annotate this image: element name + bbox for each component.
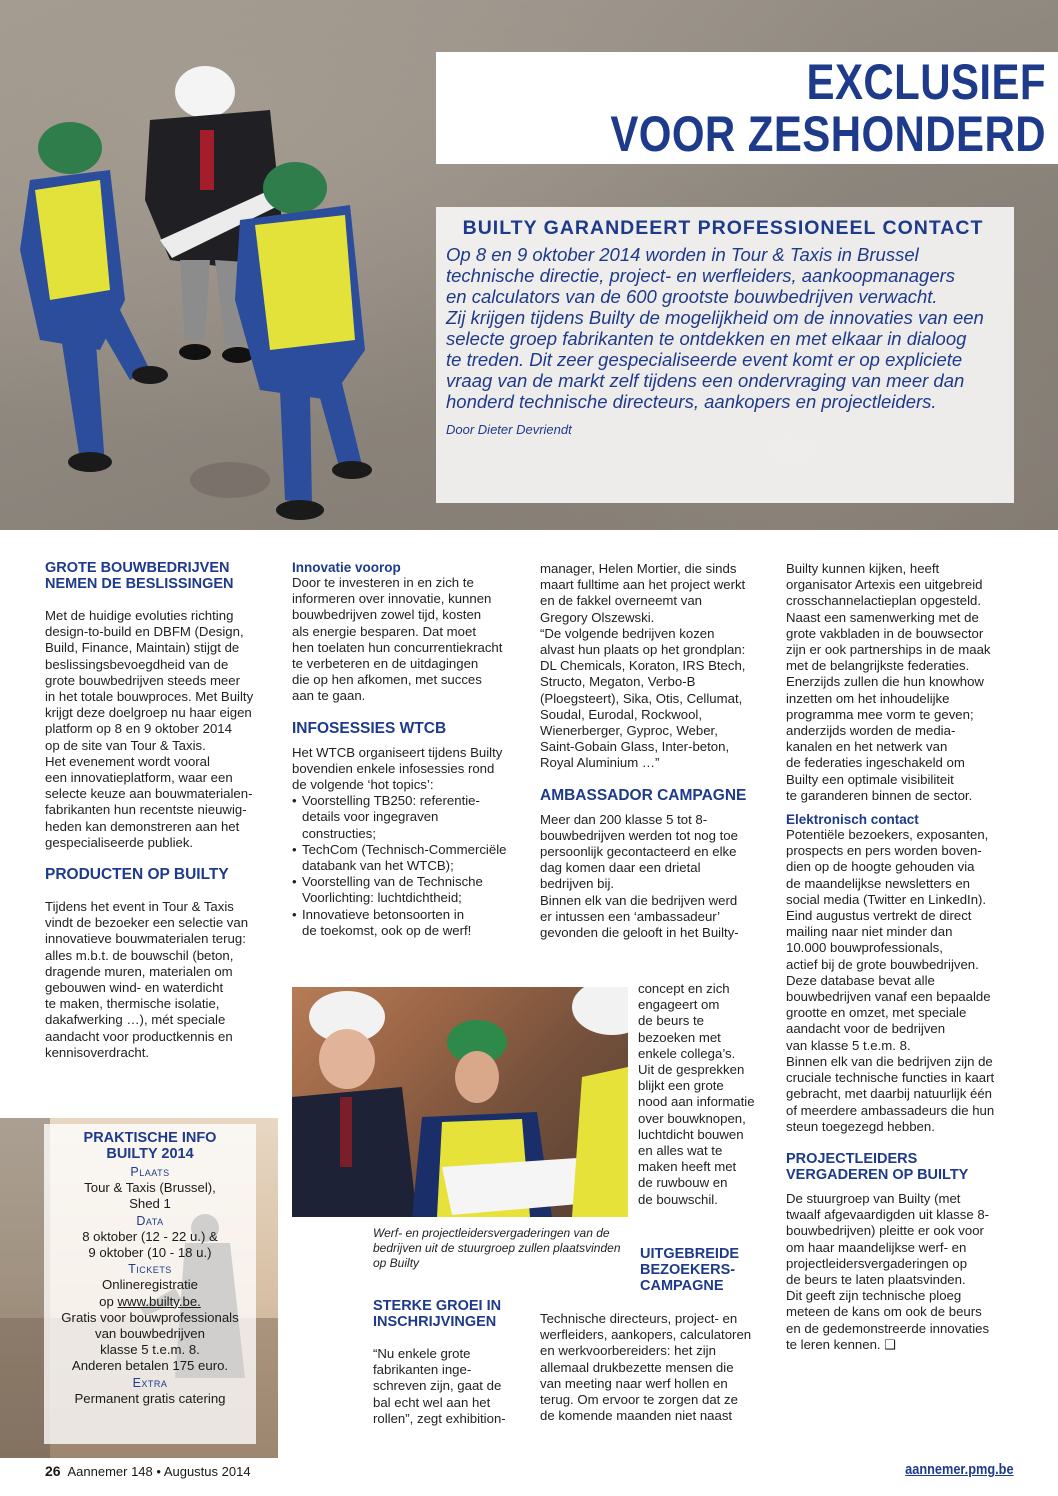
text-line: van klasse 5 t.e.m. 8. — [786, 1037, 911, 1053]
text-line: op de site van Tour & Taxis. — [45, 737, 206, 753]
heading-line: INSCHRIJVINGEN — [373, 1314, 497, 1330]
text-line: Structo, Megaton, Verbo-B — [540, 674, 696, 690]
text-line: hen toelaten hun concurrentiekracht — [292, 639, 503, 655]
text-line: Dit geeft zijn technische ploeg — [786, 1288, 962, 1304]
text-line: en de gedemonstreerde innovaties — [786, 1320, 990, 1336]
caption-line: bedrijven uit de stuurgroep zullen plaatsvinden — [373, 1241, 621, 1255]
text-line: dragende muren, materialen om — [45, 963, 233, 979]
end-mark-icon: ❑ — [884, 1336, 897, 1352]
text-line: Build, Finance, Maintain) stijgt de — [45, 640, 240, 656]
text-line: bouwbedrijven vanaf een bepaalde — [786, 989, 991, 1005]
text-line: beslissingsbevoegdheid van de — [45, 656, 229, 672]
info-title-line: BUILTY 2014 — [106, 1146, 194, 1162]
text-line: bouwbedrijven zowel tijd, kosten — [292, 607, 482, 623]
text-line: social media (Twitter en LinkedIn). — [786, 891, 987, 907]
heading-line: NEMEN DE BESLISSINGEN — [45, 576, 234, 592]
text-line: Het WTCB organiseert tijdens Builty — [292, 744, 503, 760]
text-line: organisator Artexis een uitgebreid — [786, 577, 983, 593]
issue-info: Aannemer 148 • Augustus 2014 — [67, 1464, 251, 1479]
heading-line: CAMPAGNE — [640, 1278, 724, 1294]
text-line: constructies; — [302, 825, 377, 841]
text-line: actief bij de grote bouwbedrijven. — [786, 956, 979, 972]
text-line: platform op 8 en 9 oktober 2014 — [45, 721, 232, 737]
text-line: kennisoverdracht. — [45, 1044, 150, 1060]
text-line: grote vakbladen in de bouwsector — [786, 625, 984, 641]
heading-line: STERKE GROEI IN — [373, 1298, 502, 1314]
info-line: Tour & Taxis (Brussel), — [84, 1180, 216, 1196]
text-line: grootte en omzet, met speciale — [786, 1005, 967, 1021]
text-line: gebracht, met daarbij natuurlijk één — [786, 1086, 992, 1102]
headline-line-2: VOOR ZESHONDERD — [610, 106, 1046, 162]
info-line — [44, 1294, 256, 1310]
text-line: de volgende ‘hot topics’: — [292, 777, 434, 793]
info-line-prefix: op — [99, 1293, 118, 1309]
text-line: werfleiders, aankopers, calculatoren — [540, 1327, 752, 1343]
text-line: Technische directeurs, project- en — [540, 1311, 738, 1326]
text-line: blijkt een grote — [638, 1078, 724, 1094]
text-line: gebouwen wind- en waterdicht — [45, 980, 224, 996]
caption-line: op Builty — [373, 1256, 420, 1270]
text-line: prospects en pers worden boven- — [786, 843, 982, 859]
text-line: allemaal drukbezette mensen die — [540, 1359, 734, 1375]
paragraph — [786, 827, 1016, 1135]
text-line: die op hen afkomen, met succes — [292, 672, 482, 688]
info-line: van bouwbedrijven — [95, 1326, 205, 1342]
info-line: Anderen betalen 175 euro. — [71, 1358, 229, 1374]
text-line: over bouwknopen, — [638, 1110, 746, 1126]
text-line: Binnen elk van die bedrijven werd — [540, 892, 738, 908]
text-line: te garanderen binnen de sector. — [786, 787, 973, 803]
text-line: om haar maandelijkse werf- en — [786, 1239, 967, 1255]
lead-line: Op 8 en 9 oktober 2014 worden in Tour & Taxis in Brussel — [446, 244, 919, 265]
info-label-plaats: Plaats — [130, 1165, 170, 1179]
text-line: Naast een samenwerking met de — [786, 609, 979, 625]
text-line: de toekomst, ook op de werf! — [302, 922, 472, 938]
list-item — [292, 907, 517, 939]
lead-line: te treden. Dit zeer gespecialiseerde event komt er op expliciete — [446, 349, 963, 370]
heading-innovatie: Innovatie voorop — [292, 560, 401, 575]
topics-list — [292, 793, 517, 939]
text-line: De stuurgroep van Builty (met — [786, 1190, 961, 1206]
lead-heading: BUILTY GARANDEERT PROFESSIONEEL CONTACT — [462, 217, 984, 239]
text-line: de maandelijkse newsletters en — [786, 875, 970, 891]
heading-grote-bouwbedrijven — [45, 560, 270, 592]
heading-elektronisch: Elektronisch contact — [786, 812, 919, 828]
text-line: terug. Om ervoor te zorgen dat ze — [540, 1392, 738, 1408]
text-line: Meer dan 200 klasse 5 tot 8- — [540, 811, 708, 827]
info-title — [44, 1130, 256, 1162]
lead-line: en calculators van de 600 grootste bouwbedrijven verwacht. — [446, 286, 938, 307]
heading-infosessies: INFOSESSIES WTCB — [292, 719, 447, 737]
text-line: de bouwschil. — [638, 1191, 718, 1207]
text-line: maken heeft met — [638, 1159, 737, 1175]
text-line: dakafwerking …), mét speciale — [45, 1012, 226, 1028]
text-line: krijgt deze doelgroep nu haar eigen — [45, 705, 252, 721]
heading-line: PROJECTLEIDERS — [786, 1150, 918, 1167]
heading-line: VERGADEREN OP BUILTY — [786, 1166, 969, 1183]
text-line: aandacht voor de bedrijven — [786, 1021, 946, 1037]
text-line: enkele collega’s. — [638, 1045, 736, 1061]
paragraph — [45, 899, 270, 1061]
text-line: 10.000 bouwprofessionals, — [786, 940, 943, 956]
text-line: kanalen en het netwerk van — [786, 739, 948, 755]
text-line: Builty kunnen kijken, heeft — [786, 561, 940, 576]
text-line: Royal Aluminium …” — [540, 755, 660, 771]
text-line: DL Chemicals, Koraton, IRS Btech, — [540, 658, 746, 674]
text-line: van meeting naar werf hollen en — [540, 1375, 728, 1391]
info-title-line: PRAKTISCHE INFO — [83, 1130, 217, 1146]
text-line: dag komen daar een drietal — [540, 860, 701, 876]
text-line: Enerzijds zullen die hun knowhow — [786, 674, 984, 690]
text-line: aandacht voor productkennis en — [45, 1028, 233, 1044]
text-line: • TechCom (Technisch-Commerciële — [302, 841, 507, 857]
info-line: klasse 5 t.e.m. 8. — [100, 1342, 200, 1358]
text-line: nood aan informatie — [638, 1094, 755, 1110]
meeting-photo — [292, 987, 628, 1217]
text-line: bezoeken met — [638, 1029, 721, 1045]
lead-line: Zij krijgen tijdens Builty de mogelijkheid om de innovaties van een — [446, 307, 984, 328]
text-line: persoonlijk gecontacteerd en elke — [540, 844, 737, 860]
text-line: een innovatieplatform, waar een — [45, 770, 233, 786]
info-label-extra: Extra — [132, 1375, 168, 1390]
text-line: Het evenement wordt vooral — [45, 753, 210, 769]
text-line: Gregory Olszewski. — [540, 609, 655, 625]
info-label-data: Data — [136, 1213, 164, 1228]
text-line: informeren over innovatie, kunnen — [292, 591, 492, 607]
text-line: gespecialiseerde publiek. — [45, 834, 194, 850]
text-line: programma mee vorm te geven; — [786, 706, 974, 722]
text-line — [786, 1337, 1016, 1353]
text-line: crosschannelactieplan opgesteld. — [786, 593, 982, 609]
text-line: projectleidersvergaderingen op — [786, 1255, 968, 1271]
text-line: te verbeteren en de uitdagingen — [292, 656, 479, 672]
text-line: • Innovatieve betonsoorten in — [302, 906, 465, 922]
text-line: • Voorstelling van de Technische — [302, 874, 483, 890]
text-line: de beurs te laten plaatsvinden. — [786, 1271, 966, 1287]
text-line: dien op de hoogte gehouden via — [786, 859, 975, 875]
text-line: in het totale bouwproces. Met Builty — [45, 689, 254, 705]
lead-line: selecte groep fabrikanten te ontdekken en met elkaar in dialoog — [446, 328, 967, 349]
text-line: en alles wat te — [638, 1143, 723, 1159]
text-line: Uit de gesprekken — [638, 1062, 745, 1078]
text-line: selecte keuze aan bouwmaterialen- — [45, 786, 253, 802]
column-2-bottom — [373, 1298, 523, 1427]
headline-line-1: EXCLUSIEF — [806, 54, 1046, 110]
text-line: “Nu enkele grote — [373, 1346, 471, 1361]
lead-line: vraag van de markt zelf tijdens een ondervraging van meer dan — [446, 370, 965, 391]
text-line: schreven zijn, gaat de — [373, 1378, 502, 1394]
text-line: Deze database bevat alle — [786, 972, 935, 988]
byline: Door Dieter Devriendt — [446, 422, 572, 437]
heading-line: BEZOEKERS- — [640, 1262, 736, 1278]
heading-ambassador: AMBASSADOR CAMPAGNE — [540, 786, 747, 804]
text-line: en de fakkel overneemt van — [540, 593, 703, 609]
paragraph — [292, 745, 517, 794]
text-line: Voorlichting: luchtdichtheid; — [302, 890, 462, 906]
caption-line: Werf- en projectleidersvergaderingen van de — [373, 1226, 610, 1240]
text-line: details voor ingegraven — [302, 809, 439, 825]
text-line: fabrikanten hun recentste nieuwig- — [45, 802, 247, 818]
column-3 — [540, 561, 770, 941]
heading-line: GROTE BOUWBEDRIJVEN — [45, 560, 230, 576]
text-line: (Ploegsteert), Sika, Otis, Cellumat, — [540, 690, 743, 706]
text-line: Met de huidige evoluties richting — [45, 608, 234, 623]
text-line: innovatieve bouwmaterialen terug: — [45, 931, 246, 947]
text-line: bouwbedrijven) pleitte er ook voor — [786, 1223, 984, 1239]
text-line: rollen”, zegt exhibition- — [373, 1410, 506, 1426]
info-line: Onlineregistratie — [101, 1277, 199, 1293]
heading-uitgebreide — [640, 1246, 770, 1294]
heading-sterke-groei — [373, 1298, 523, 1330]
text-line: en werkvoorbereiders: het zijn — [540, 1343, 716, 1359]
builty-website-link[interactable]: www.builty.be. — [117, 1293, 201, 1309]
footer-site-link[interactable]: aannemer.pmg.be — [905, 1461, 1014, 1478]
info-label-tickets: Tickets — [128, 1262, 172, 1277]
text-line: luchtdicht bouwen — [638, 1126, 744, 1142]
text-line: vindt de bezoeker een selectie van — [45, 915, 249, 931]
text-line-last: te leren kennen. — [786, 1336, 881, 1352]
info-line: Shed 1 — [129, 1196, 171, 1212]
footer-issue — [45, 1463, 251, 1479]
column-2 — [292, 560, 517, 939]
text-line: steun toegezegd hebben. — [786, 1118, 935, 1134]
text-line: Tijdens het event in Tour & Taxis — [45, 899, 234, 915]
text-line: gevonden die gelooft in het Builty- — [540, 925, 739, 941]
text-line: inzetten om het inhoudelijke — [786, 690, 950, 706]
info-line: Permanent gratis catering — [74, 1390, 226, 1406]
text-line: te maken, thermische isolatie, — [45, 996, 220, 1012]
text-line: anderzijds worden de media- — [786, 723, 956, 739]
text-line: als energie besparen. Dat moet — [292, 623, 477, 639]
text-line: • Voorstelling TB250: referentie- — [302, 793, 480, 809]
text-line: of meerdere ambassadeurs die hun — [786, 1102, 995, 1118]
lead-line: technische directie, project- en werfleiders, aankoopmanagers — [446, 265, 956, 286]
paragraph — [373, 1346, 523, 1427]
workers-meeting-photo — [292, 987, 628, 1217]
list-item — [292, 874, 517, 906]
headline-box — [436, 52, 1058, 164]
column-3-heading-uitgebreide — [640, 1246, 770, 1294]
heading-line: UITGEBREIDE — [640, 1246, 740, 1262]
text-line: zijn er ook partnerships in de maak — [786, 642, 991, 658]
text-line: meteen de kans om ook de beurs — [786, 1304, 982, 1320]
info-line: 9 oktober (10 - 18 u.) — [88, 1245, 212, 1261]
text-line: grote bouwbedrijven steeds meer — [45, 672, 240, 688]
column-3-narrow — [638, 981, 773, 1208]
info-line: 8 oktober (12 - 22 u.) & — [82, 1228, 218, 1244]
text-line: bovendien enkele infosessies rond — [292, 760, 495, 776]
text-line: Potentiële bezoekers, exposanten, — [786, 827, 989, 843]
paragraph — [540, 812, 770, 942]
text-line: alvast hun plaats op het grondplan: — [540, 642, 746, 658]
text-line: de komende maanden niet naast — [540, 1408, 733, 1424]
text-line: mailing naar niet minder dan — [786, 924, 953, 940]
column-4 — [786, 561, 1016, 1353]
photo-caption — [373, 1226, 627, 1271]
practical-info-box — [44, 1124, 256, 1444]
column-1 — [45, 560, 270, 1061]
text-line: cruciale technische functies in kaart — [786, 1070, 995, 1086]
text-line: met de belangrijkste federaties. — [786, 658, 970, 674]
text-line: Binnen elk van die bedrijven zijn de — [786, 1053, 993, 1069]
text-line: maart fulltime aan het project werkt — [540, 577, 746, 593]
paragraph — [292, 575, 517, 705]
paragraph — [45, 608, 270, 851]
text-line: design-to-build en DBFM (Design, — [45, 624, 244, 640]
page-number: 26 — [45, 1463, 61, 1479]
heading-projectleiders — [786, 1151, 1016, 1183]
text-line: alles m.b.t. de bouwschil (beton, — [45, 947, 234, 963]
text-line: heden kan demonstreren aan het — [45, 818, 240, 834]
hero-photo — [0, 0, 1058, 530]
paragraph — [786, 561, 1016, 804]
paragraph — [786, 1191, 1016, 1353]
text-line: manager, Helen Mortier, die sinds — [540, 561, 737, 576]
text-line: databank van het WTCB); — [302, 858, 454, 874]
text-line: bedrijven bij. — [540, 876, 615, 892]
column-3-bottom — [540, 1311, 772, 1424]
text-line: Door te investeren in en zich te — [292, 575, 474, 590]
text-line: twaalf afgevaardigden uit klasse 8- — [786, 1207, 990, 1223]
text-line: Builty een optimale visibiliteit — [786, 771, 954, 787]
info-line: Gratis voor bouwprofessionals — [61, 1309, 239, 1325]
text-line: de federaties ingeschakeld om — [786, 755, 965, 771]
lead-box — [436, 207, 1014, 503]
text-line: bal echt wel aan het — [373, 1394, 491, 1410]
list-item — [292, 842, 517, 874]
text-line: bouwbedrijven werden tot nog toe — [540, 827, 738, 843]
text-line: aan te gaan. — [292, 688, 366, 704]
text-line: concept en zich — [638, 981, 730, 996]
text-line: Eind augustus vertrekt de direct — [786, 908, 972, 924]
text-line: Soudal, Eurodal, Rockwool, — [540, 706, 703, 722]
text-line: de beurs te — [638, 1013, 704, 1029]
heading-producten: PRODUCTEN OP BUILTY — [45, 866, 229, 884]
text-line: er intussen een ‘ambassadeur’ — [540, 908, 721, 924]
text-line: engageert om — [638, 997, 720, 1013]
text-line: “De volgende bedrijven kozen — [540, 625, 715, 641]
paragraph — [540, 561, 770, 772]
text-line: de ruwbouw en — [638, 1175, 728, 1191]
list-item — [292, 793, 517, 842]
text-line: Wienerberger, Gyproc, Weber, — [540, 723, 718, 739]
lead-line: honderd technische directeurs, aankopers en projectleiders. — [446, 391, 937, 412]
lead-text — [446, 244, 1000, 412]
text-line: Saint-Gobain Glass, Inter-beton, — [540, 739, 730, 755]
text-line: fabrikanten inge- — [373, 1362, 472, 1378]
